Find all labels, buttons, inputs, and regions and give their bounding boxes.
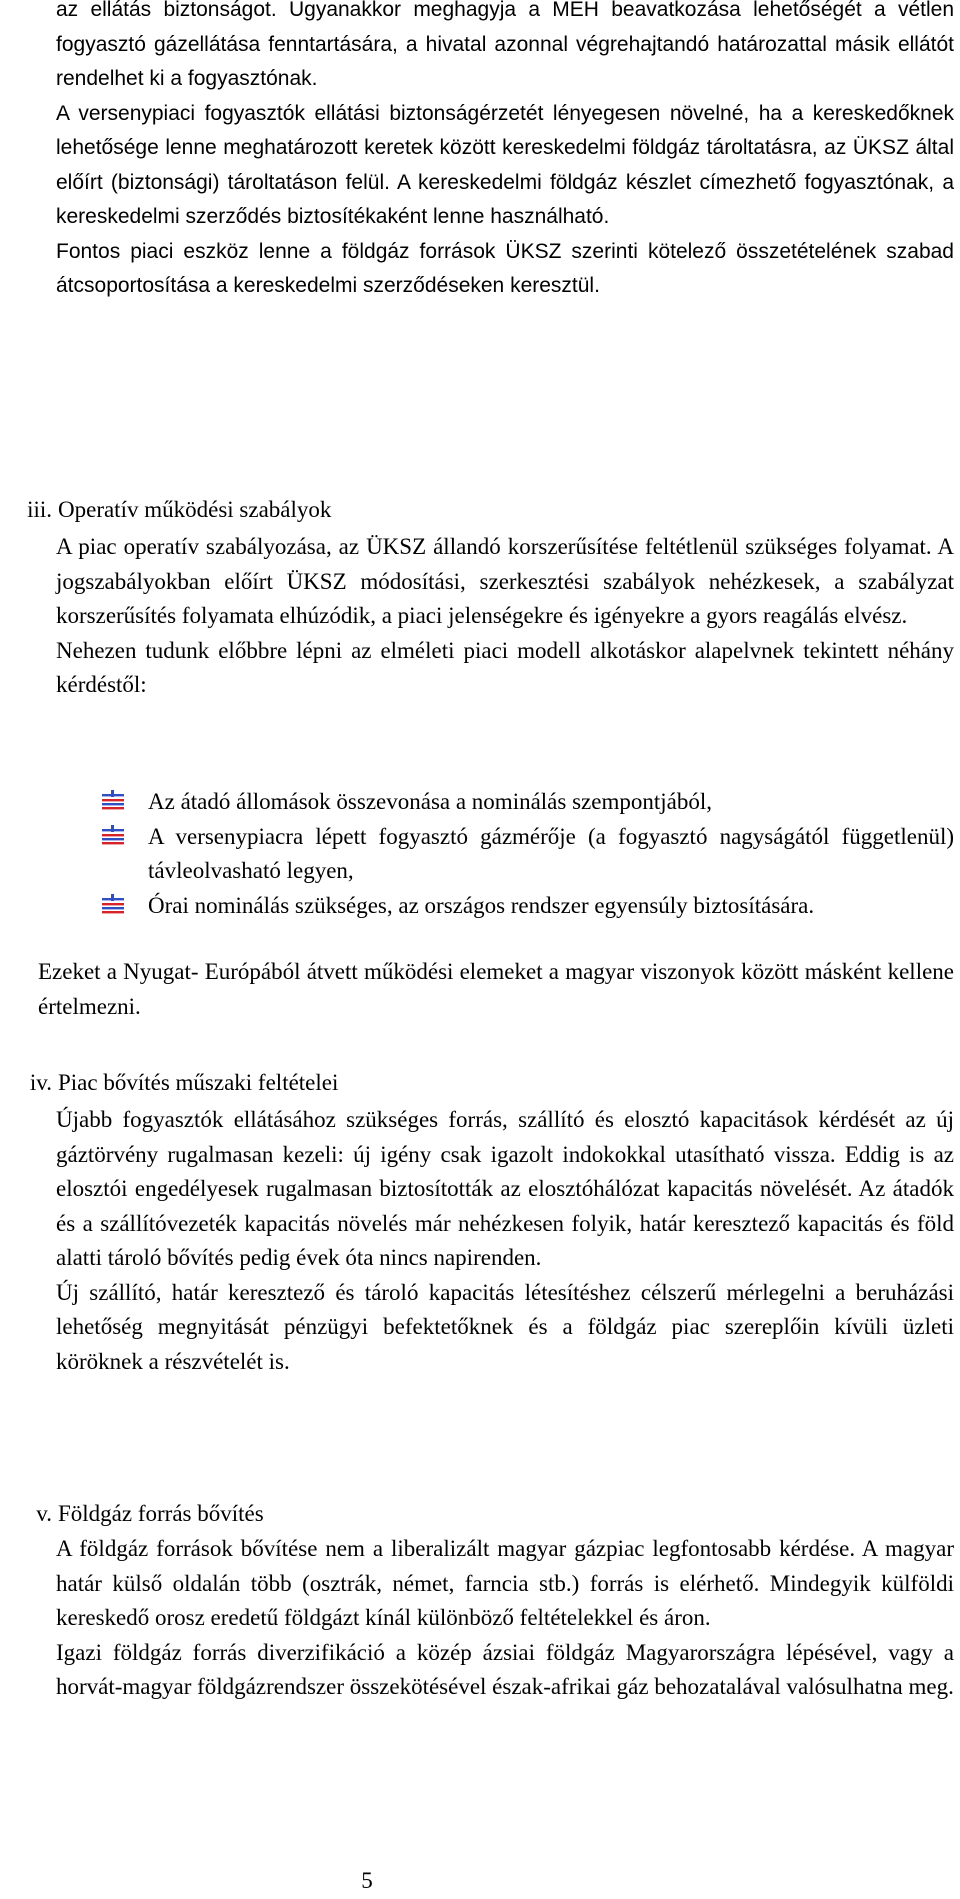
bullet-item xyxy=(56,820,954,889)
section-title: Operatív működési szabályok xyxy=(58,497,332,522)
paragraph-security: A versenypiaci fogyasztók ellátási biztonságérzetét lényegesen növelné, ha a kereskedőknek lehetősége lenne meghatározott keretek között kereskedelmi földgáz tároltatásra, az ÜKSZ által előírt (biztonsági) tároltatáson felül. A kereskedelmi földgáz készlet címezhető fogyasztónak, a kereskedelmi szerződés biztosítékaként lenne használható. xyxy=(56,101,954,228)
section-number: iv. xyxy=(29,1070,52,1095)
bullet-text: Az átadó állomások összevonása a nominálás szempontjából, xyxy=(148,789,712,814)
section-v-body xyxy=(56,1532,954,1705)
arrow-stack-bullet-icon xyxy=(100,789,126,815)
arrow-stack-bullet-icon xyxy=(100,824,126,850)
section-iii-closing xyxy=(38,955,954,1024)
section-iv-body xyxy=(56,1103,954,1379)
bullet-text: A versenypiacra lépett fogyasztó gázmérője (a fogyasztó nagyságától függetlenül) távleolvasható legyen, xyxy=(148,823,954,883)
page-number: 5 xyxy=(361,1868,373,1893)
paragraph-sources: Fontos piaci eszköz lenne a földgáz források ÜKSZ szerinti kötelező összetételének szabad átcsoportosítása a kereskedelmi szerződéseken keresztül. xyxy=(56,239,954,297)
bullet-text: Órai nominálás szükséges, az országos rendszer egyensúly biztosítására. xyxy=(148,892,815,918)
top-section xyxy=(56,0,954,304)
paragraph: Ezeket a Nyugat- Európából átvett működési elemeket a magyar viszonyok között másként kellene értelmezni. xyxy=(38,959,954,1019)
section-title: Földgáz forrás bővítés xyxy=(58,1501,264,1526)
paragraph-continuation: az ellátás biztonságot. Ugyanakkor meghagyja a MEH beavatkozása lehetőségét a vétlen fogyasztó gázellátása fenntartására, a hivatal azonnal végrehajtandó határozattal másik ellátót rendelhet ki a fogyasztónak. xyxy=(56,0,954,90)
section-iii-body xyxy=(56,530,954,703)
section-number: iii. xyxy=(27,497,52,522)
bullet-list xyxy=(56,785,954,923)
bullet-item xyxy=(56,785,954,820)
paragraph: A földgáz források bővítése nem a liberalizált magyar gázpiac legfontosabb kérdése. A magyar határ külső oldalán több (osztrák, német, farncia stb.) forrás is elérhető. Mindegyik külföldi kereskedő orosz eredetű földgázt kínál különböző feltételekkel és áron. xyxy=(56,1536,954,1630)
paragraph: A piac operatív szabályozása, az ÜKSZ állandó korszerűsítése feltétlenül szükséges folyamat. A jogszabályokban előírt ÜKSZ módosítási, szerkesztési szabályok nehézkesek, a szabályzat korszerűsítés folyamata elhúzódik, a piaci jelenségekre és igényekre a gyors reagálás elvész. xyxy=(56,534,954,628)
paragraph: Új szállító, határ keresztező és tároló kapacitás létesítéshez célszerű mérlegelni a beruházási lehetőség megnyitását pénzügyi befektetőknek és a földgáz piac szereplőin kívüli üzleti köröknek a részvételét is. xyxy=(56,1279,954,1374)
paragraph: Újabb fogyasztók ellátásához szükséges forrás, szállító és elosztó kapacitások kérdését az új gáztörvény rugalmasan kezeli: új igény csak igazolt indokokkal utasítható vissza. Eddig is az elosztói engedélyesek rugalmasan biztosították az elosztóhálózat kapacitás növelését. Az átadók és a szállítóvezeték kapacitás növelés már nehézkesen folyik, határ keresztező kapacitás és föld alatti tároló bővítés pedig évek óta nincs napirenden. xyxy=(56,1107,954,1270)
section-number: v. xyxy=(36,1501,52,1526)
paragraph: Igazi földgáz forrás diverzifikáció a közép ázsiai földgáz Magyarországra lépésével, vagy a horvát-magyar földgázrendszer összekötésével észak-afrikai gáz behozatalával valósulhatna meg. xyxy=(56,1639,954,1699)
bullet-item xyxy=(56,889,954,924)
paragraph: Nehezen tudunk előbbre lépni az elméleti piaci modell alkotáskor alapelvnek tekintett néhány kérdéstől: xyxy=(56,637,954,697)
section-title: Piac bővítés műszaki feltételei xyxy=(58,1070,339,1095)
arrow-stack-bullet-icon xyxy=(100,893,126,919)
